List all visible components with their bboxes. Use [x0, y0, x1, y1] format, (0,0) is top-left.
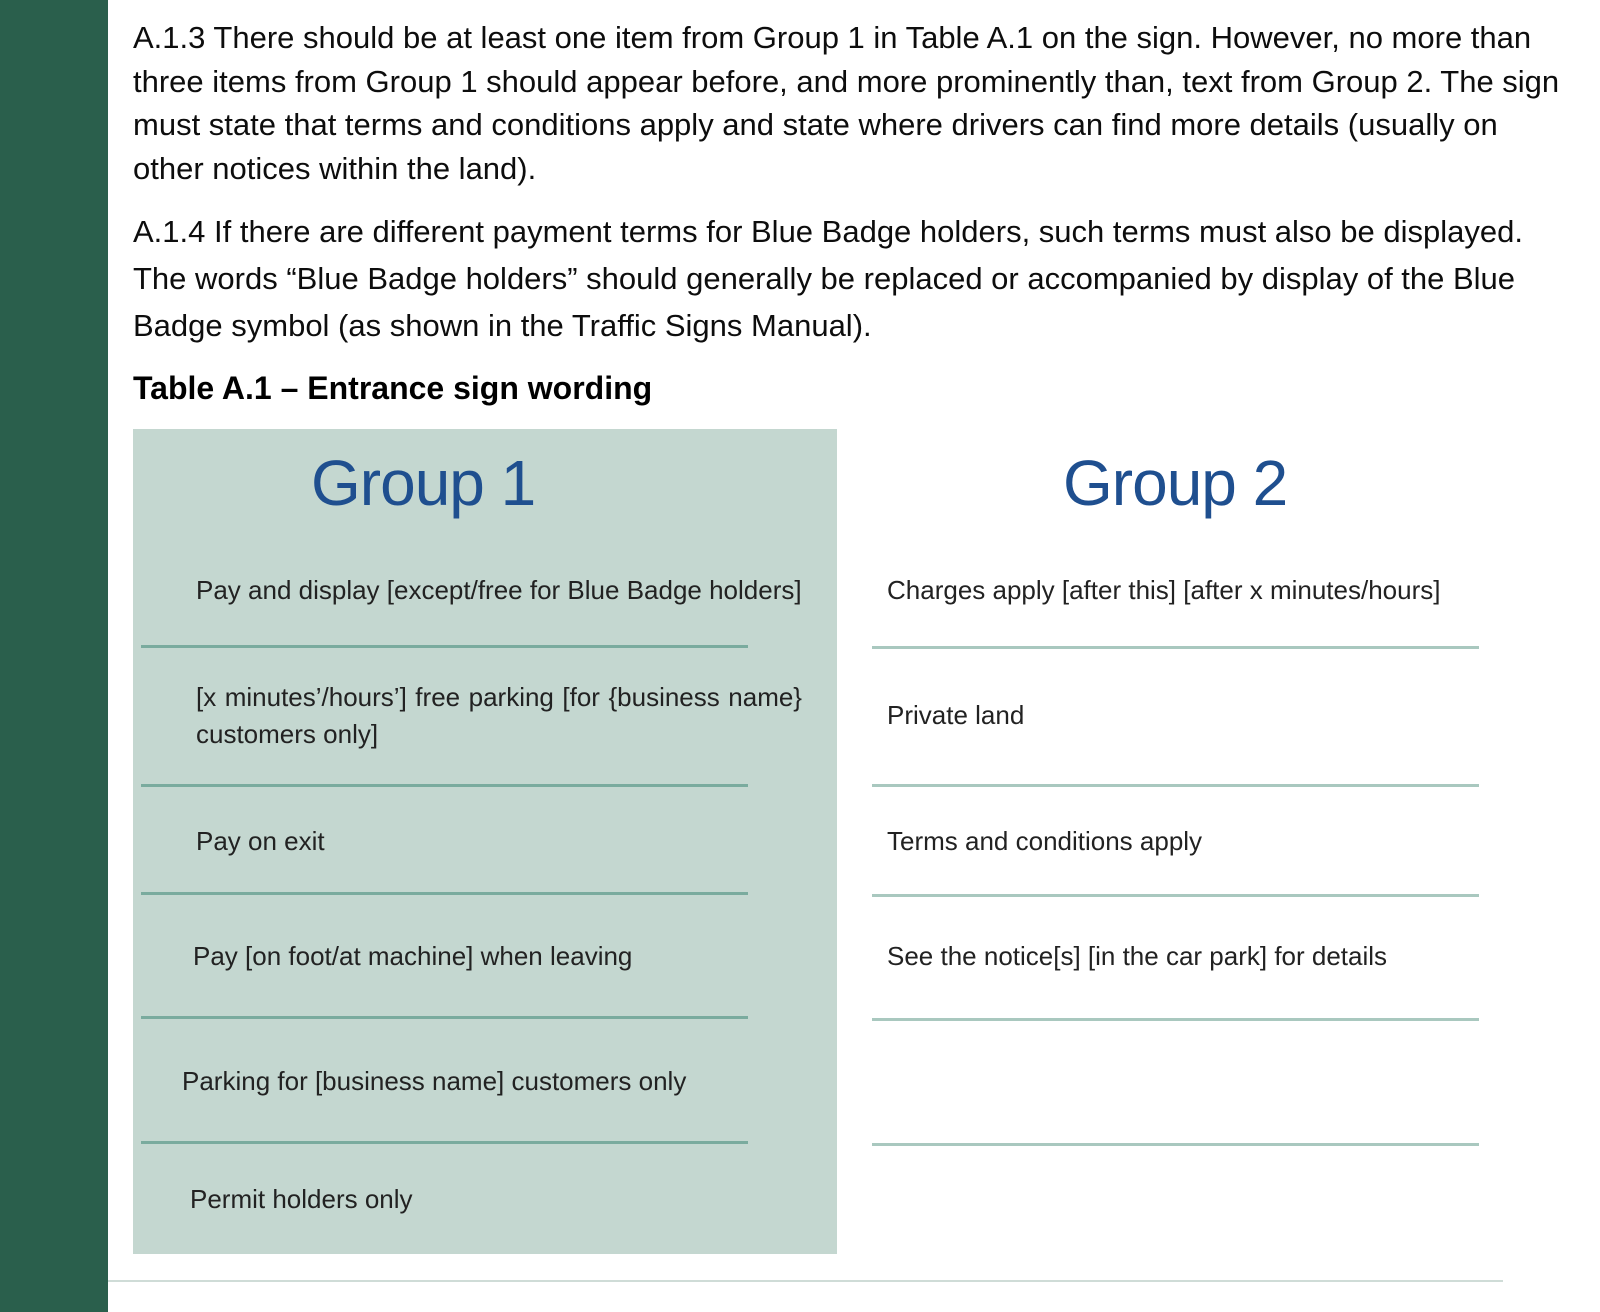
paragraph-a-1-4: A.1.4 If there are different payment terms for Blue Badge holders, such terms must also be displayed. The words “Blue Badge holders” should generally be replaced or accompanied by display of the Blue Badge symbol (as shown in the Traffic Signs Manual). — [133, 214, 1523, 343]
paragraph-a-1-3: A.1.3 There should be at least one item from Group 1 in Table A.1 on the sign. However, no more than three items from Group 1 should appear before, and more prominently than, text from Group 2. The sign must state that terms and conditions apply and state where drivers can find more details (usually on other notices within the land). — [133, 20, 1560, 186]
group2-item: See the notice[s] [in the car park] for details — [887, 941, 1388, 971]
group2-item: Terms and conditions apply — [887, 826, 1203, 856]
group2-row-divider — [872, 646, 1479, 649]
group1-item: Pay on exit — [196, 826, 325, 856]
group1-item: [x minutes’/hours’] free parking [for {business name} customers only] — [196, 682, 802, 749]
group1-item: Permit holders only — [190, 1184, 413, 1214]
group2-heading: Group 2 — [1063, 447, 1288, 519]
group1-item: Pay [on foot/at machine] when leaving — [193, 941, 633, 971]
group1-item: Pay and display [except/free for Blue Badge holders] — [196, 575, 802, 605]
table-title: Table A.1 – Entrance sign wording — [133, 370, 653, 406]
group2-row-divider — [872, 894, 1479, 897]
sidebar-band — [0, 0, 108, 1312]
group2-row-divider — [872, 1143, 1479, 1146]
group1-item: Parking for [business name] customers only — [182, 1066, 687, 1096]
group1-row-divider — [141, 892, 748, 895]
group1-heading: Group 1 — [311, 447, 536, 519]
group2-row-divider — [872, 784, 1479, 787]
group1-row-divider — [141, 1016, 748, 1019]
group2-item: Charges apply [after this] [after x minutes/hours] — [887, 575, 1441, 605]
group1-row-divider — [141, 645, 748, 648]
group2-row-divider — [872, 1018, 1479, 1021]
page-bottom-divider — [108, 1280, 1503, 1282]
group1-row-divider — [141, 1141, 748, 1144]
group2-item: Private land — [887, 700, 1025, 730]
group1-row-divider — [141, 784, 748, 787]
